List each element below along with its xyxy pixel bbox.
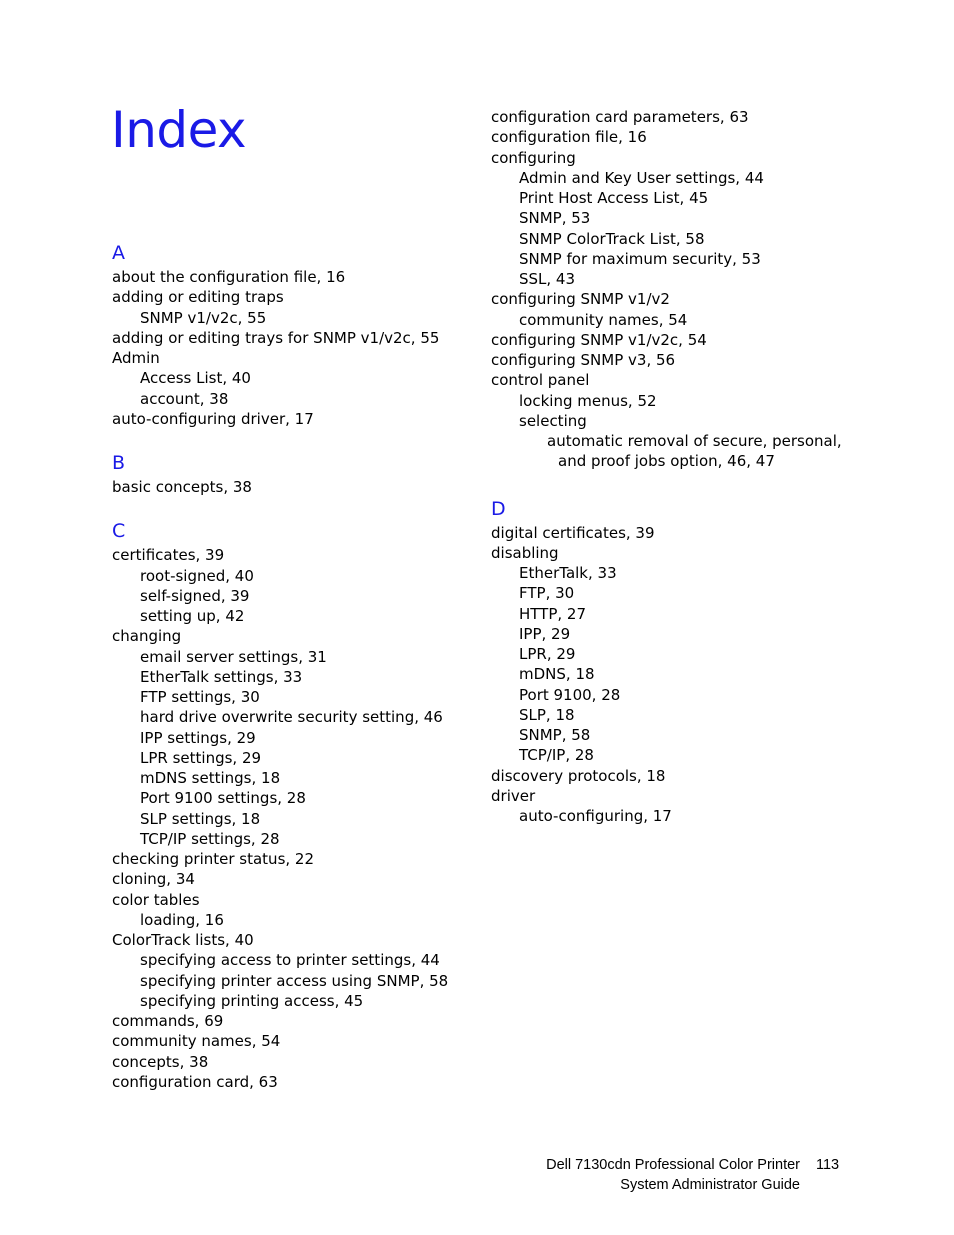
index-entry: automatic removal of secure, personal, — [547, 432, 842, 450]
index-entry: specifying access to printer settings, 44 — [140, 951, 440, 970]
index-entry: community names, 54 — [519, 310, 688, 329]
index-entry: SLP, 18 — [519, 705, 575, 724]
index-entry: SLP settings, 18 — [140, 809, 261, 828]
index-entry: concepts, 38 — [112, 1052, 209, 1071]
section-letter: A — [112, 242, 125, 264]
index-section — [112, 240, 472, 429]
index-entry: HTTP, 27 — [519, 604, 587, 623]
index-entry: self-signed, 39 — [140, 586, 250, 605]
index-entry: Print Host Access List, 45 — [519, 189, 709, 207]
section-letter: D — [491, 497, 506, 520]
index-entry: color tables — [112, 890, 200, 909]
index-entry: adding or editing traps — [112, 288, 284, 307]
index-entry: Port 9100, 28 — [519, 685, 621, 704]
index-entry: loading, 16 — [140, 910, 224, 929]
footer — [546, 1155, 800, 1195]
index-entry: mDNS, 18 — [519, 665, 595, 684]
index-entry: SNMP v1/v2c, 55 — [140, 308, 267, 327]
index-entry: SNMP for maximum security, 53 — [519, 249, 761, 268]
index-entry: Port 9100 settings, 28 — [140, 789, 306, 808]
index-entry: and proof jobs option, 46, 47 — [558, 452, 775, 471]
index-entry: specifying printing access, 45 — [140, 991, 364, 1010]
index-entry: configuring — [491, 148, 576, 167]
index-entry: configuration card parameters, 63 — [491, 108, 749, 126]
index-entry: LPR settings, 29 — [140, 748, 262, 767]
index-entry: configuring SNMP v1/v2 — [491, 290, 670, 309]
index-entry: control panel — [491, 371, 590, 390]
index-entry: basic concepts, 38 — [112, 478, 252, 496]
footer-guide-name: System Administrator Guide — [620, 1177, 800, 1193]
section-letter: C — [112, 520, 126, 543]
index-entry: driver — [491, 786, 536, 805]
index-section — [112, 518, 472, 1092]
index-column-left — [112, 240, 472, 1113]
index-entry: community names, 54 — [112, 1032, 281, 1051]
footer-product-name: Dell 7130cdn Professional Color Printer — [546, 1157, 800, 1173]
index-entry: commands, 69 — [112, 1012, 224, 1030]
index-entry: root-signed, 40 — [140, 566, 254, 585]
index-entry: hard drive overwrite security setting, 46 — [140, 708, 443, 727]
index-entry: cloning, 34 — [112, 870, 195, 889]
index-section — [112, 450, 472, 497]
index-entry: Access List, 40 — [140, 369, 251, 388]
index-entry: IPP, 29 — [519, 624, 571, 643]
index-entry: disabling — [491, 543, 559, 562]
index-entry: email server settings, 31 — [140, 647, 327, 666]
index-entry: configuration file, 16 — [491, 128, 647, 147]
index-entry: selecting — [519, 411, 587, 430]
index-entry: SNMP, 58 — [519, 726, 591, 744]
index-entry: setting up, 42 — [140, 607, 245, 625]
index-entry: checking printer status, 22 — [112, 850, 315, 868]
index-entry: discovery protocols, 18 — [491, 766, 666, 785]
index-entry: FTP settings, 30 — [140, 688, 260, 706]
index-entry: Admin — [112, 349, 160, 367]
index-entry: locking menus, 52 — [519, 391, 657, 410]
index-column-right — [491, 107, 871, 847]
index-entry: about the configuration file, 16 — [112, 268, 346, 286]
index-entry: SNMP ColorTrack List, 58 — [519, 229, 705, 248]
index-entry: TCP/IP, 28 — [519, 746, 594, 765]
index-entry: configuring SNMP v3, 56 — [491, 351, 676, 369]
index-entry: auto-configuring, 17 — [519, 807, 672, 825]
index-entry: auto-configuring driver, 17 — [112, 409, 314, 428]
index-section — [491, 107, 871, 472]
index-entry: ColorTrack lists, 40 — [112, 931, 254, 949]
index-entry: mDNS settings, 18 — [140, 769, 281, 787]
index-entry: configuring SNMP v1/v2c, 54 — [491, 330, 707, 349]
index-entry: account, 38 — [140, 389, 229, 408]
index-entry: LPR, 29 — [519, 645, 576, 663]
index-entry: TCP/IP settings, 28 — [140, 829, 280, 848]
index-section — [491, 496, 871, 827]
index-entry: FTP, 30 — [519, 584, 575, 603]
index-entry: SSL, 43 — [519, 270, 576, 288]
index-entry: Admin and Key User settings, 44 — [519, 168, 764, 187]
page-number: 113 — [816, 1157, 840, 1173]
index-entry: SNMP, 53 — [519, 209, 591, 228]
index-entry: adding or editing trays for SNMP v1/v2c, 55 — [112, 328, 440, 347]
index-entry: digital certificates, 39 — [491, 523, 655, 542]
index-entry: EtherTalk settings, 33 — [140, 667, 303, 686]
index-entry: EtherTalk, 33 — [519, 564, 617, 582]
page-title: Index — [111, 101, 247, 159]
index-entry: changing — [112, 627, 182, 646]
index-entry: certificates, 39 — [112, 546, 225, 565]
index-entry: specifying printer access using SNMP, 58 — [140, 971, 449, 990]
index-entry: configuration card, 63 — [112, 1072, 278, 1091]
index-entry: IPP settings, 29 — [140, 728, 256, 747]
section-letter: B — [112, 452, 126, 474]
